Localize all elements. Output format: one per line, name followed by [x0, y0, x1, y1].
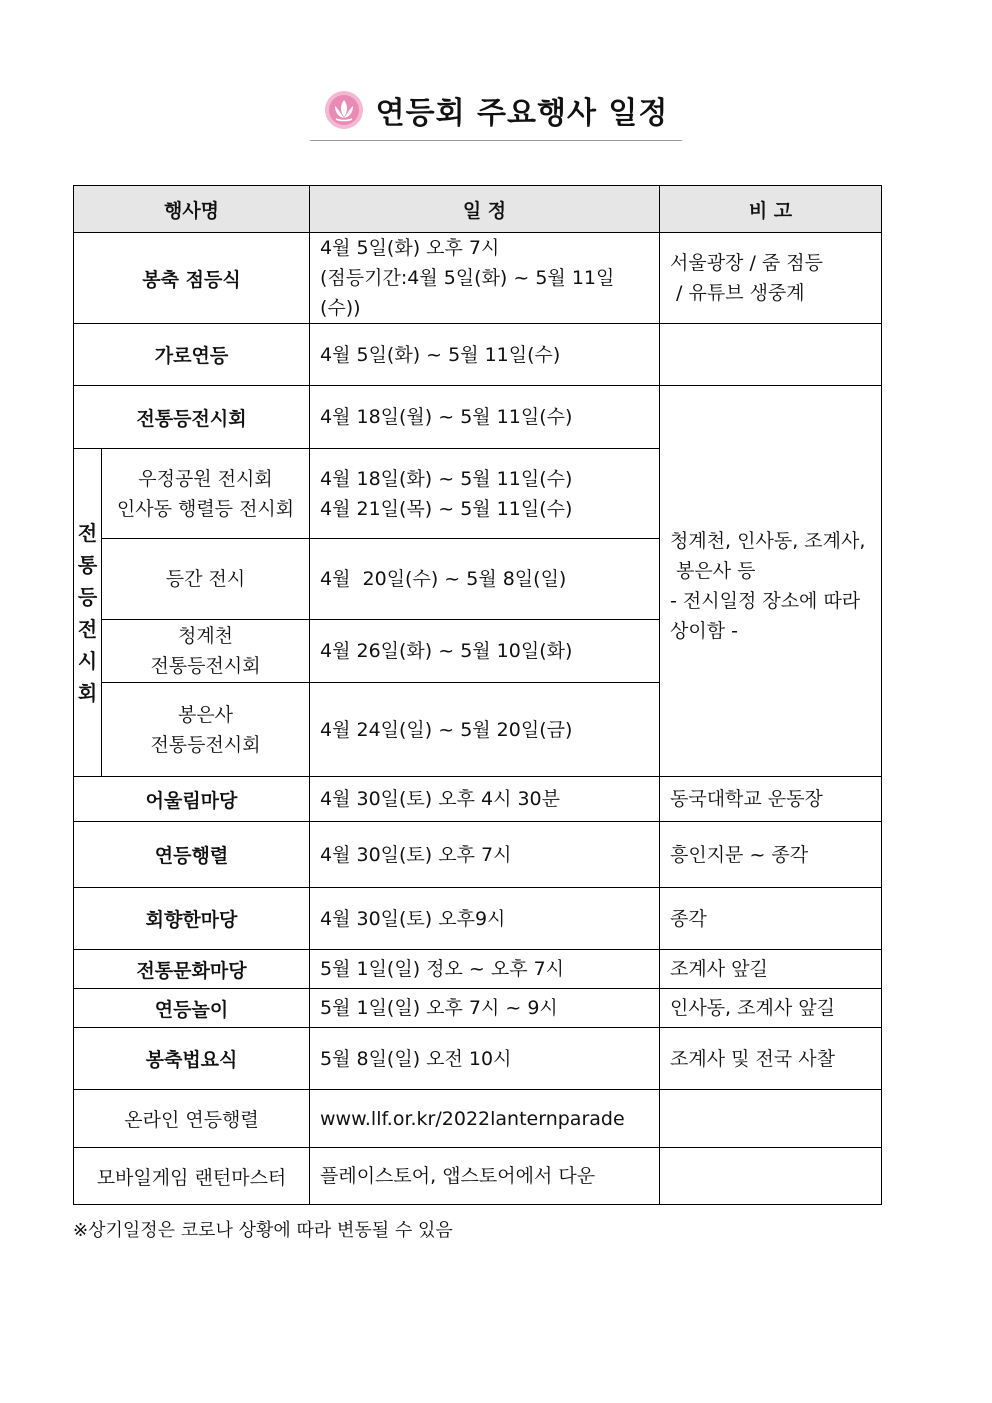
event-name: [102, 620, 310, 683]
footnote: ※상기일정은 코로나 상황에 따라 변동될 수 있음: [73, 1220, 453, 1241]
exhibit-note: [660, 386, 882, 777]
event-date: 4월 30일(토) 오후9시: [310, 888, 660, 950]
event-line: 전통등전시회: [150, 655, 261, 677]
event-name: [102, 683, 310, 777]
date-line: (수)): [320, 297, 361, 319]
note-line: / 유튜브 생중계: [670, 282, 805, 304]
date-line: (점등기간:4월 5일(화) ~ 5월 11일: [320, 267, 615, 289]
event-line: 전통등전시회: [150, 733, 261, 756]
event-note: 조계사 앞길: [660, 950, 882, 989]
lotus-icon: [324, 90, 364, 130]
event-line: 우정공원 전시회: [138, 467, 273, 490]
date-line: 4월 18일(화) ~ 5월 11일(수): [320, 467, 573, 490]
event-name: 봉축법요식: [74, 1028, 310, 1090]
table-row: [74, 324, 882, 386]
event-name: 전통등전시회: [74, 386, 310, 449]
event-note: 인사동, 조계사 앞길: [660, 989, 882, 1028]
vertical-char: 등: [77, 584, 98, 609]
table-row: [74, 1148, 882, 1205]
event-line: 청계천: [177, 625, 234, 647]
event-note: [660, 1148, 882, 1205]
event-date: [310, 449, 660, 539]
header-row: [74, 186, 882, 233]
event-name: 봉축 점등식: [74, 233, 310, 324]
table-row: [74, 989, 882, 1028]
event-date: 5월 1일(일) 정오 ~ 오후 7시: [310, 950, 660, 989]
event-note: [660, 324, 882, 386]
event-line: 봉은사: [177, 703, 234, 726]
table-row: [74, 822, 882, 888]
event-note: [660, 233, 882, 324]
note-line: - 전시일정 장소에 따라: [670, 590, 861, 612]
event-date: 5월 8일(일) 오전 10시: [310, 1028, 660, 1090]
event-name: 가로연등: [74, 324, 310, 386]
event-date: 4월 5일(화) ~ 5월 11일(수): [310, 324, 660, 386]
date-line: 4월 21일(목) ~ 5월 11일(수): [320, 497, 573, 520]
header-event: 행사명: [74, 186, 310, 233]
event-date: 4월 18일(월) ~ 5월 11일(수): [310, 386, 660, 449]
table-row: [74, 1090, 882, 1148]
event-date: 4월 24일(일) ~ 5월 20일(금): [310, 683, 660, 777]
event-date: 4월 20일(수) ~ 5월 8일(일): [310, 539, 660, 620]
event-name: 모바일게임 랜턴마스터: [74, 1148, 310, 1205]
vertical-char: 회: [77, 680, 98, 705]
event-note: [660, 1090, 882, 1148]
vertical-char: 통: [77, 552, 98, 577]
note-line: 상이함 -: [670, 620, 738, 642]
schedule-table: [73, 185, 882, 1205]
date-line: 4월 5일(화) 오후 7시: [320, 237, 500, 259]
event-name: 연등행렬: [74, 822, 310, 888]
table-row: [74, 888, 882, 950]
vertical-char: 시: [77, 648, 98, 673]
event-date: 플레이스토어, 앱스토어에서 다운: [310, 1148, 660, 1205]
note-line: 청계천, 인사동, 조계사,: [670, 530, 866, 552]
note-line: 봉은사 등: [670, 560, 756, 582]
event-name: 회향한마당: [74, 888, 310, 950]
event-note: 동국대학교 운동장: [660, 777, 882, 822]
event-note: 흥인지문 ~ 종각: [660, 822, 882, 888]
event-name: [102, 449, 310, 539]
event-date: 5월 1일(일) 오후 7시 ~ 9시: [310, 989, 660, 1028]
event-date: 4월 26일(화) ~ 5월 10일(화): [310, 620, 660, 683]
header-note: 비 고: [660, 186, 882, 233]
table-row: [74, 777, 882, 822]
table-row: [74, 386, 882, 449]
table-row: [74, 233, 882, 324]
event-name: 전통문화마당: [74, 950, 310, 989]
vertical-char: 전: [77, 520, 98, 545]
event-name: 어울림마당: [74, 777, 310, 822]
event-date: [310, 233, 660, 324]
event-note: 종각: [660, 888, 882, 950]
event-name: 온라인 연등행렬: [74, 1090, 310, 1148]
note-line: 서울광장 / 줌 점등: [670, 252, 823, 274]
event-date: 4월 30일(토) 오후 7시: [310, 822, 660, 888]
header-date: 일 정: [310, 186, 660, 233]
event-date: 4월 30일(토) 오후 4시 30분: [310, 777, 660, 822]
event-name: 연등놀이: [74, 989, 310, 1028]
event-name: 등간 전시: [102, 539, 310, 620]
table-row: [74, 950, 882, 989]
exhibit-group-label: [74, 449, 102, 777]
event-note: 조계사 및 전국 사찰: [660, 1028, 882, 1090]
event-link[interactable]: www.llf.or.kr/2022lanternparade: [310, 1090, 660, 1148]
table-row: [74, 1028, 882, 1090]
event-line: 인사동 행렬등 전시회: [116, 497, 295, 520]
page-title: 연등회 주요행사 일정: [375, 96, 669, 131]
title-area: [310, 80, 682, 141]
vertical-char: 전: [77, 616, 98, 641]
